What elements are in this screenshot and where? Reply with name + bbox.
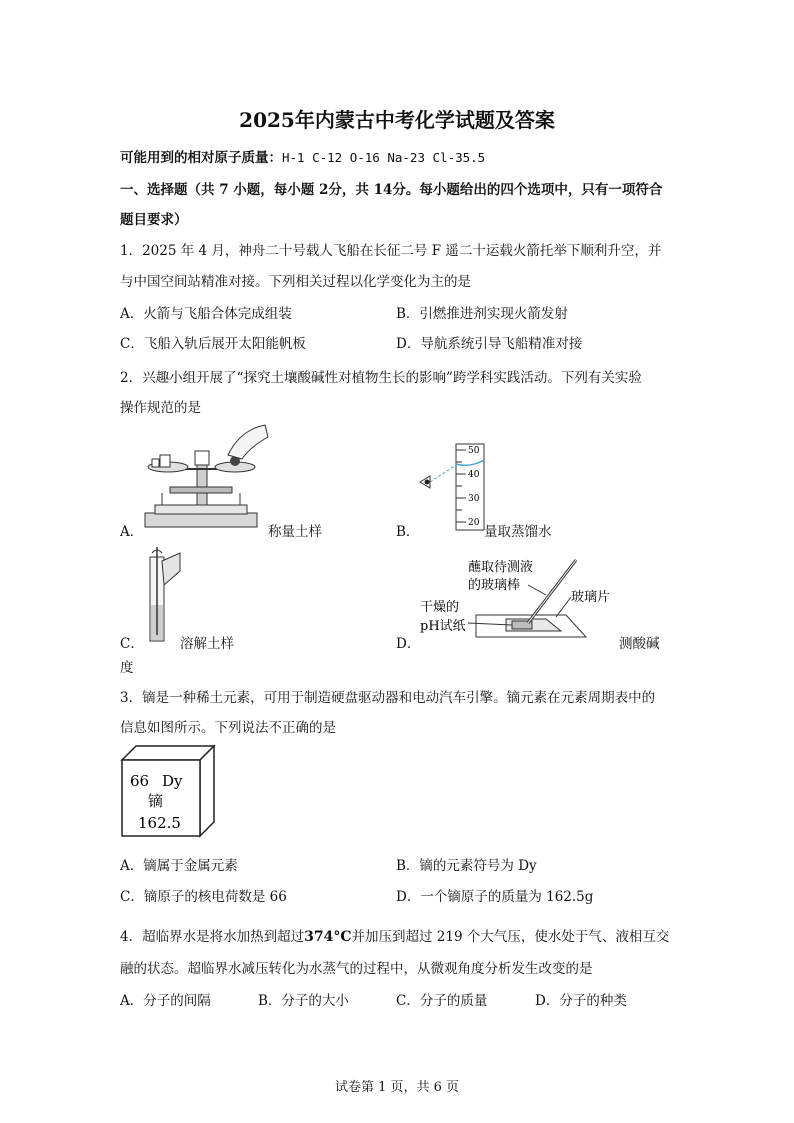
q1-stem-line1: 1．2025 年 4 月，神舟二十号载人飞船在长征二号 F 遥二十运载火箭托举下顺利升空，并 <box>120 243 662 259</box>
ph-label-rod-line2: 的玻璃棒 <box>468 578 521 593</box>
dissolve-figure <box>140 545 190 645</box>
cylinder-tick-20: 20 <box>468 518 480 528</box>
element-symbol: Dy <box>162 772 183 790</box>
q2-option-d-text: 测酸碱 <box>619 636 660 652</box>
q2-option-d-wrap: 度 <box>120 660 134 676</box>
ph-label-paper-line1: 干燥的 <box>420 600 460 615</box>
q4-option-c: C．分子的质量 <box>396 993 488 1009</box>
cylinder-tick-50: 50 <box>468 446 480 456</box>
q2-stem-line2: 操作规范的是 <box>120 400 201 416</box>
q4-option-a: A．分子的间隔 <box>120 993 211 1009</box>
q4-temperature <box>304 929 351 945</box>
q2-option-d-letter: D． <box>396 636 421 652</box>
q4-option-b: B．分子的大小 <box>258 993 349 1009</box>
element-name: 镝 <box>148 792 164 810</box>
graduated-cylinder-figure <box>418 440 490 532</box>
q1-option-a: A．火箭与飞船合体完成组装 <box>120 306 292 322</box>
q3-option-c: C．镝原子的核电荷数是 66 <box>120 889 287 905</box>
atomic-mass-values: H-1 C-12 O-16 Na-23 Cl-35.5 <box>282 150 486 165</box>
page-title: 2025年内蒙古中考化学试题及答案 <box>239 108 555 132</box>
q2-option-a-text: 称量土样 <box>268 524 322 540</box>
q3-option-a: A．镝属于金属元素 <box>120 858 238 874</box>
q4-option-d: D．分子的种类 <box>535 993 627 1009</box>
element-cell-figure <box>118 742 218 840</box>
element-number: 66 <box>130 772 150 790</box>
q4-stem-pre: 4．超临界水是将水加热到超过 <box>120 929 305 945</box>
q1-option-b: B．引燃推进剂实现火箭发射 <box>396 306 568 322</box>
ph-label-rod-line1: 蘸取待测液 <box>468 560 534 575</box>
q1-option-c: C．飞船入轨后展开太阳能帆板 <box>120 336 306 352</box>
atomic-mass-line <box>120 146 485 166</box>
ph-label-plate: 玻璃片 <box>571 590 611 605</box>
section-heading-line1: 一、选择题（共 7 小题，每小题 2分，共 14分。每小题给出的四个选项中，只有一项符合 <box>120 182 663 198</box>
balance-figure <box>140 425 270 535</box>
q2-option-b-letter: B． <box>396 524 420 540</box>
q4-stem-line2: 融的状态。超临界水减压转化为水蒸气的过程中，从微观角度分析发生改变的是 <box>120 961 593 977</box>
q4-stem-post: 并加压到超过 219 个大气压，使水处于气、液相互交 <box>351 929 670 945</box>
q4-stem-line1 <box>120 925 669 945</box>
q2-stem-line1: 2．兴趣小组开展了“探究土壤酸碱性对植物生长的影响”跨学科实践活动。下列有关实验 <box>120 370 642 386</box>
section-heading-line2: 题目要求） <box>120 212 188 228</box>
atomic-mass-label: 可能用到的相对原子质量： <box>120 150 282 166</box>
q3-option-b: B．镝的元素符号为 Dy <box>396 858 537 874</box>
q3-stem-line1: 3．镝是一种稀土元素，可用于制造硬盘驱动器和电动汽车引擎。镝元素在元素周期表中的 <box>120 690 656 706</box>
q3-stem-line2: 信息如图所示。下列说法不正确的是 <box>120 720 336 736</box>
ph-label-paper-line2: pH试纸 <box>420 619 466 634</box>
q2-option-b-text: 量取蒸馏水 <box>484 524 552 540</box>
q1-stem-line2: 与中国空间站精准对接。下列相关过程以化学变化为主的是 <box>120 274 471 290</box>
cylinder-tick-30: 30 <box>468 494 480 504</box>
q2-option-c-letter: C． <box>120 636 144 652</box>
page-footer: 试卷第 1 页，共 6 页 <box>334 1080 460 1095</box>
cylinder-tick-40: 40 <box>468 470 480 480</box>
q4-temp-unit: °C <box>333 929 352 945</box>
element-mass: 162.5 <box>138 814 181 832</box>
q2-option-a-letter: A． <box>120 524 144 540</box>
q1-option-d: D．导航系统引导飞船精准对接 <box>396 336 583 352</box>
q2-option-c-text: 溶解土样 <box>180 636 234 652</box>
ph-test-figure <box>416 555 611 645</box>
q3-option-d: D．一个镝原子的质量为 162.5g <box>396 889 594 905</box>
q4-temp-value: 374 <box>304 929 334 945</box>
